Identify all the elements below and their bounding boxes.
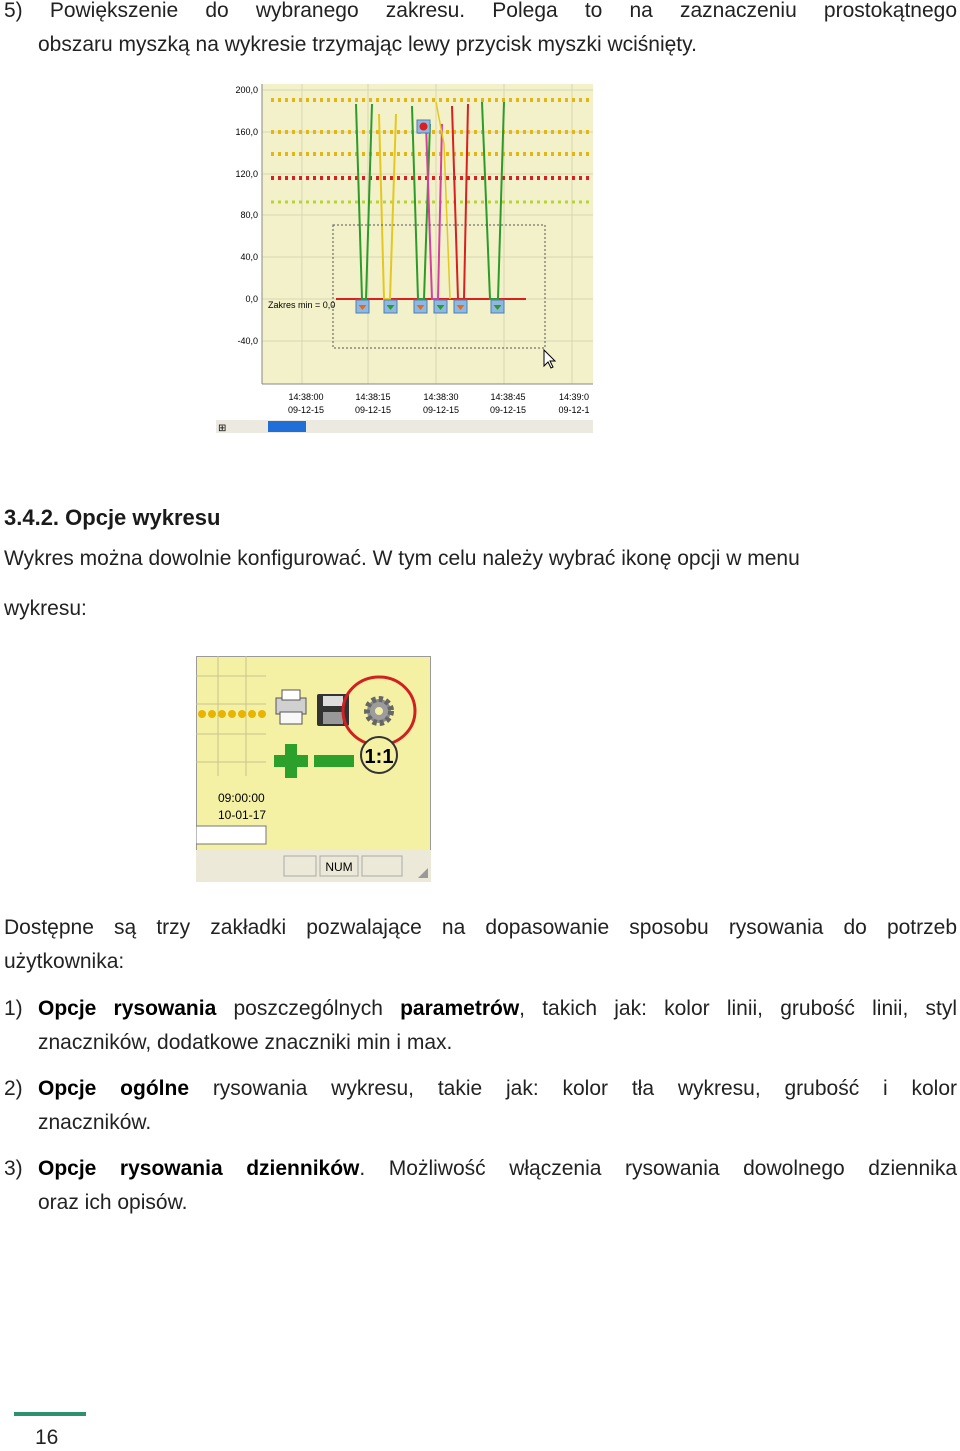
tabs-intro-line-2: użytkownika: xyxy=(4,950,125,973)
x-tick-time: 14:38:00 xyxy=(288,392,324,402)
x-tick-date: 09-12-15 xyxy=(489,405,527,415)
x-tick-time: 14:38:45 xyxy=(490,392,526,402)
zoom-chart-screenshot xyxy=(216,84,593,433)
page-number: 16 xyxy=(35,1426,59,1449)
scrollbar-thumb[interactable] xyxy=(268,421,306,432)
zoom-min-label: Zakres min = 0,0 xyxy=(268,300,336,310)
section-heading: 3.4.2. Opcje wykresu xyxy=(4,505,221,530)
x-tick-time: 14:39:0 xyxy=(558,392,590,402)
section-text-line-2: wykresu: xyxy=(4,597,87,620)
zoom-reset-label: 1:1 xyxy=(364,746,394,768)
axis-time: 09:00:00 xyxy=(218,791,265,805)
chart-toolbar-screenshot xyxy=(196,656,431,882)
list-item-3-line-1: Opcje rysowania dzienników. Możliwość włączenia rysowania dowolnego dziennika xyxy=(38,1157,957,1180)
x-tick-date: 09-12-1 xyxy=(558,405,590,415)
zoom-reset-button[interactable] xyxy=(361,737,397,773)
list-item-3-line-2: oraz ich opisów. xyxy=(38,1191,188,1214)
intro-line-2: obszaru myszką na wykresie trzymając lewy przycisk myszki wciśnięty. xyxy=(38,33,697,56)
x-tick-date: 09-12-15 xyxy=(354,405,392,415)
list-item-2-line-2: znaczników. xyxy=(38,1111,152,1134)
status-num: NUM xyxy=(325,860,353,874)
options-gear-icon[interactable] xyxy=(367,699,391,723)
y-tick: 80,0 xyxy=(240,210,258,220)
x-tick-time: 14:38:15 xyxy=(355,392,391,402)
section-text-line-1: Wykres można dowolnie konfigurować. W tym celu należy wybrać ikonę opcji w menu xyxy=(4,547,800,570)
x-tick-time: 14:38:30 xyxy=(423,392,459,402)
list-item-1-line-1: Opcje rysowania poszczególnych parametrów, takich jak: kolor linii, grubość linii, styl xyxy=(38,997,958,1020)
intro-line-1: 5) Powiększenie do wybranego zakresu. Polega to na zaznaczeniu prostokątnego xyxy=(4,0,957,22)
y-tick: 200,0 xyxy=(235,85,258,95)
x-tick-date: 09-12-15 xyxy=(422,405,460,415)
list-item-1-line-2: znaczników, dodatkowe znaczniki min i max. xyxy=(38,1031,453,1054)
list-item-2-line-1: Opcje ogólne rysowania wykresu, takie jak: kolor tła wykresu, grubość i kolor xyxy=(38,1077,958,1100)
y-tick: 120,0 xyxy=(235,169,258,179)
zoom-out-icon[interactable] xyxy=(314,755,354,767)
axis-date: 10-01-17 xyxy=(218,808,267,822)
y-tick: 160,0 xyxy=(235,127,258,137)
list-num-1: 1) xyxy=(4,997,23,1020)
list-num-3: 3) xyxy=(4,1157,23,1180)
y-tick: 0,0 xyxy=(245,294,258,304)
y-tick: -40,0 xyxy=(237,336,258,346)
list-num-2: 2) xyxy=(4,1077,23,1100)
svg-text:⊞: ⊞ xyxy=(218,423,227,433)
page-number-rule xyxy=(14,1412,86,1416)
tabs-intro-line-1: Dostępne są trzy zakładki pozwalające na dopasowanie sposobu rysowania do potrzeb xyxy=(4,916,957,939)
x-tick-date: 09-12-15 xyxy=(287,405,325,415)
y-tick: 40,0 xyxy=(240,252,258,262)
